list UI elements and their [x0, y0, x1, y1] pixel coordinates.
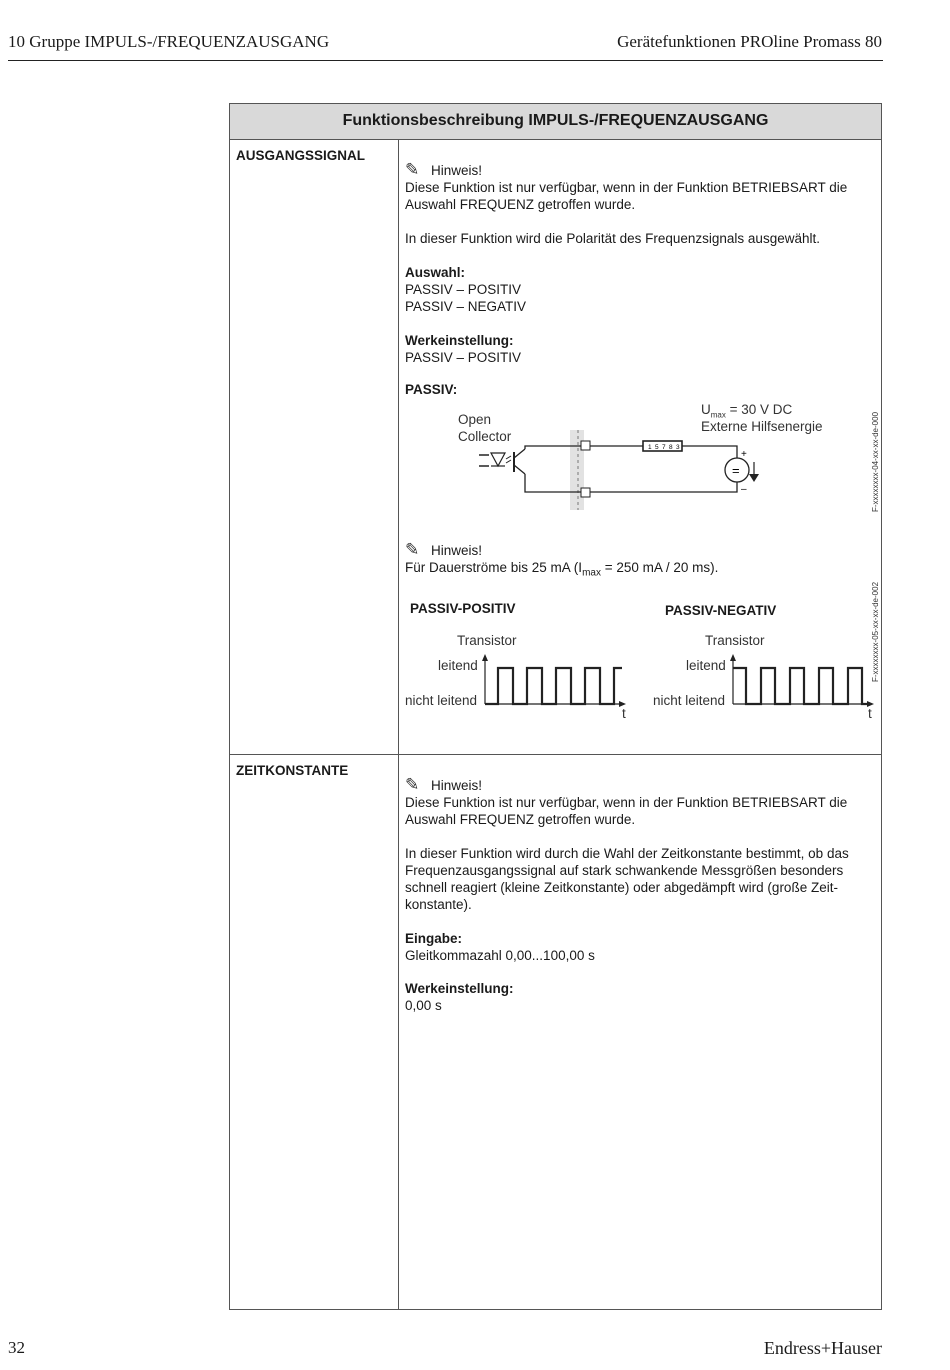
running-header-title: Gerätefunktionen PROline Promass 80 [617, 32, 882, 51]
waveform-passive-negative [728, 652, 878, 712]
input-value: Gleitkommazahl 0,00...100,00 s [405, 948, 595, 963]
continuous-current-note: Für Dauerströme bis 25 mA ($I_{max} = 250$ mA / 20 ms). [405, 560, 719, 579]
terminal-number: 3 [676, 444, 680, 451]
default-label: Werkeinstellung: [405, 333, 514, 348]
note-heading [405, 776, 482, 794]
description-line: Frequenzausgangssignal auf stark schwankende Messgrößen besonders [405, 863, 844, 878]
running-header-section: 10 Gruppe IMPULS-/FREQUENZAUSGANG [8, 32, 330, 51]
note-label: Hinweis! [431, 163, 483, 178]
pencil-note-icon: ✎ [405, 775, 420, 794]
time-axis-label: t [868, 706, 872, 721]
default-value: 0,00 s [405, 998, 442, 1013]
description-line: konstante). [405, 897, 472, 912]
column-divider [398, 140, 399, 1310]
passive-label: PASSIV: [405, 382, 458, 397]
note-line: Auswahl FREQUENZ getroffen wurde. [405, 197, 636, 212]
wire-return [590, 482, 737, 492]
not-conducting-label: nicht leitend [405, 693, 478, 708]
function-name-zeitkonstante: ZEITKONSTANTE [236, 763, 349, 778]
open-collector-label-line2: Collector [458, 429, 512, 444]
selection-option: PASSIV – POSITIV [405, 282, 522, 297]
description-line: schnell reagiert (kleine Zeitkonstante) oder abgedämpft wird (große Zeit- [405, 880, 838, 895]
ground-icon [749, 474, 759, 482]
terminal-bottom [581, 488, 590, 497]
note-label: Hinweis! [431, 778, 483, 793]
description-line: In dieser Funktion wird durch die Wahl der Zeitkonstante bestimmt, ob das [405, 846, 849, 861]
transistor-label: Transistor [457, 633, 517, 648]
terminal-top [581, 441, 590, 450]
note-line: Diese Funktion ist nur verfügbar, wenn in der Funktion BETRIEBSART die [405, 180, 848, 195]
x-axis-arrow [619, 701, 626, 707]
note-line: Diese Funktion ist nur verfügbar, wenn in der Funktion BETRIEBSART die [405, 795, 848, 810]
not-conducting-label: nicht leitend [653, 693, 726, 708]
function-description: In dieser Funktion wird die Polarität des Frequenzsignals ausgewählt. [405, 231, 820, 246]
note-heading [405, 541, 482, 559]
waveform-title-negative: PASSIV-NEGATIV [665, 603, 777, 618]
row-divider [230, 754, 881, 755]
time-axis-label: t [622, 706, 626, 721]
header-rule [8, 60, 883, 61]
y-axis-arrow [730, 654, 736, 661]
external-supply-label: Externe Hilfsenergie [701, 419, 823, 434]
note-heading [405, 161, 482, 179]
waveform-passive-positive [480, 652, 630, 712]
pulse-signal [485, 668, 622, 704]
brand-logo: Endress+Hauser [763, 1338, 882, 1358]
page-number: 32 [8, 1338, 25, 1357]
u-max-label: $U_{max} = 30$ V DC [701, 402, 793, 420]
selection-option: PASSIV – NEGATIV [405, 299, 527, 314]
pencil-note-icon: ✎ [405, 540, 420, 559]
conducting-label: leitend [686, 658, 726, 673]
figure-code-circuit: F-xxxxxxxx-04-xx-xx-de-000 [871, 411, 880, 512]
y-axis-arrow [482, 654, 488, 661]
wire-to-source [682, 446, 737, 458]
dc-source-sign: = [732, 463, 740, 478]
open-collector-label-line1: Open [458, 412, 492, 427]
pencil-note-icon: ✎ [405, 160, 420, 179]
optocoupler-symbol [479, 449, 525, 474]
terminal-number: 7 [662, 444, 666, 451]
note-label: Hinweis! [431, 543, 483, 558]
function-table [229, 103, 882, 1310]
conducting-label: leitend [438, 658, 478, 673]
terminal-number: 1 [648, 444, 652, 451]
note-line: Auswahl FREQUENZ getroffen wurde. [405, 812, 636, 827]
terminal-number: 8 [669, 444, 673, 451]
table-title: Funktionsbeschreibung IMPULS-/FREQUENZAUSGANG [230, 104, 881, 140]
transistor-label: Transistor [705, 633, 765, 648]
default-label: Werkeinstellung: [405, 981, 514, 996]
input-label: Eingabe: [405, 931, 463, 946]
passive-circuit-diagram [475, 422, 775, 512]
plus-sign: + [741, 449, 747, 460]
figure-code-waveforms: F-xxxxxxxx-05-xx-xx-de-002 [871, 581, 880, 682]
terminal-number: 5 [655, 444, 659, 451]
pulse-signal [733, 668, 870, 704]
minus-sign: – [741, 484, 747, 495]
function-name-ausgangssignal: AUSGANGSSIGNAL [236, 148, 366, 163]
selection-label: Auswahl: [405, 265, 466, 280]
default-value: PASSIV – POSITIV [405, 350, 522, 365]
waveform-title-positive: PASSIV-POSITIV [410, 601, 516, 616]
